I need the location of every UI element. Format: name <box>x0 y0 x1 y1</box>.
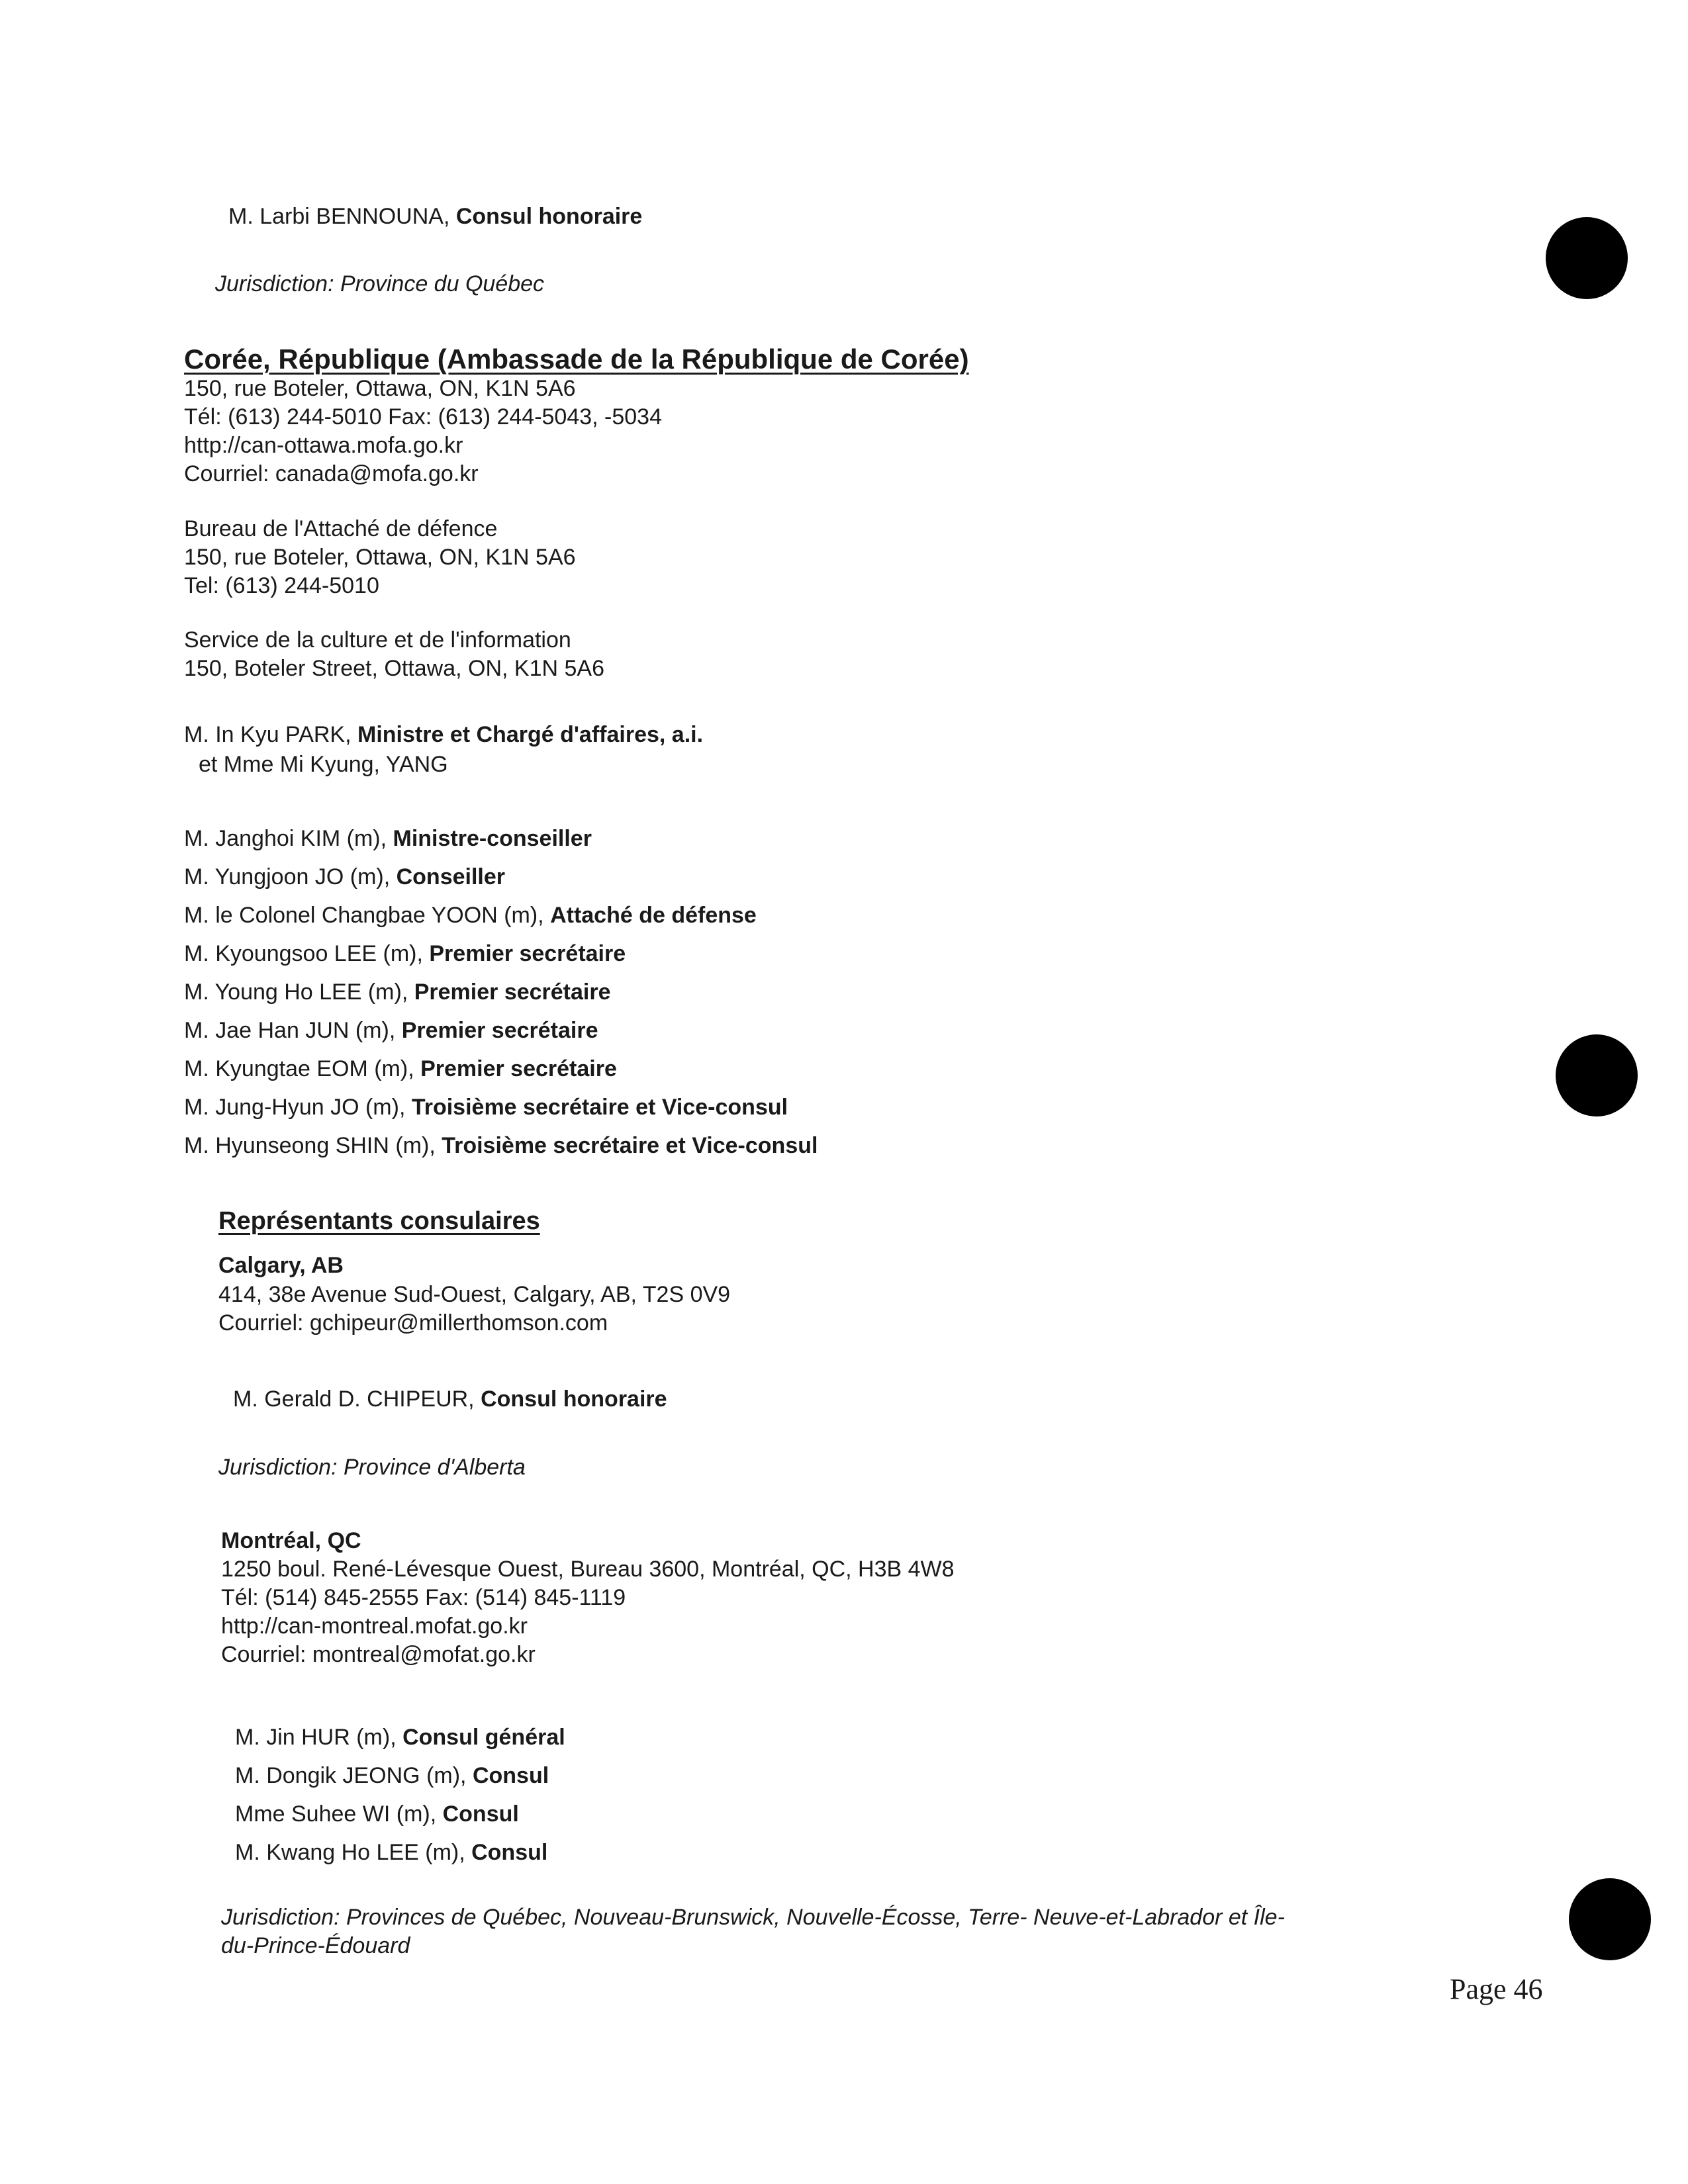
staff-item <box>235 1795 565 1833</box>
staff-name: M. Yungjoon JO (m), <box>184 864 397 889</box>
embassy-staff-list <box>184 819 818 1165</box>
email-line: Courriel: canada@mofa.go.kr <box>184 461 479 486</box>
staff-title: Consul <box>442 1801 519 1827</box>
staff-title: Consul <box>472 1763 549 1788</box>
head-title: Ministre et Chargé d'affaires, a.i. <box>357 722 704 747</box>
address-line: 1250 boul. René-Lévesque Ouest, Bureau 3600, Montréal, QC, H3B 4W8 <box>221 1557 955 1582</box>
office-name: Service de la culture et de l'information <box>184 627 571 653</box>
embassy-address <box>184 375 662 488</box>
staff-item <box>184 858 818 896</box>
montreal-city: Montréal, QC <box>221 1528 361 1553</box>
calgary-jurisdiction: Jurisdiction: Province d'Alberta <box>218 1455 526 1480</box>
staff-item <box>184 1050 818 1088</box>
phone-line: Tél: (613) 244-5010 Fax: (613) 244-5043, -5034 <box>184 404 663 430</box>
punch-hole <box>1546 217 1628 299</box>
staff-item <box>184 1126 818 1165</box>
staff-title: Consul général <box>402 1725 565 1750</box>
head-spouse: et Mme Mi Kyung, YANG <box>199 752 448 777</box>
page-number: Page 46 <box>1450 1973 1543 2005</box>
intro-consul-line <box>228 202 642 231</box>
calgary-address <box>218 1281 730 1338</box>
phone-line: Tél: (514) 845-2555 Fax: (514) 845-1119 <box>221 1585 626 1610</box>
staff-title: Premier secrétaire <box>429 941 626 966</box>
address-line: 150, rue Boteler, Ottawa, ON, K1N 5A6 <box>184 376 576 401</box>
email-line: Courriel: montreal@mofat.go.kr <box>221 1642 536 1667</box>
phone-line: Tel: (613) 244-5010 <box>184 573 379 598</box>
staff-name: M. Kyungtae EOM (m), <box>184 1056 421 1081</box>
culture-service <box>184 626 604 683</box>
staff-title: Conseiller <box>396 864 505 889</box>
intro-jurisdiction: Jurisdiction: Province du Québec <box>215 271 545 296</box>
staff-name: M. Young Ho LEE (m), <box>184 979 414 1005</box>
staff-name: M. Kyoungsoo LEE (m), <box>184 941 430 966</box>
staff-title: Premier secrétaire <box>420 1056 617 1081</box>
montreal-address <box>221 1555 955 1669</box>
staff-item <box>184 1011 818 1050</box>
staff-name: M. le Colonel Changbae YOON (m), <box>184 903 551 928</box>
staff-name: M. Jung-Hyun JO (m), <box>184 1095 412 1120</box>
staff-item <box>235 1833 565 1872</box>
staff-item <box>235 1718 565 1756</box>
staff-item <box>184 896 818 934</box>
consul-title: Consul honoraire <box>455 204 643 229</box>
staff-item <box>184 973 818 1011</box>
staff-name: M. Kwang Ho LEE (m), <box>235 1840 472 1865</box>
staff-name: M. Jin HUR (m), <box>235 1725 403 1750</box>
staff-name: M. Hyunseong SHIN (m), <box>184 1133 442 1158</box>
punch-hole <box>1569 1878 1651 1960</box>
staff-title: Troisième secrétaire et Vice-consul <box>411 1095 788 1120</box>
consular-heading: Représentants consulaires <box>218 1207 540 1235</box>
montreal-staff-list <box>235 1718 565 1872</box>
address-line: 150, Boteler Street, Ottawa, ON, K1N 5A6 <box>184 656 604 681</box>
office-name: Bureau de l'Attaché de défence <box>184 516 498 541</box>
staff-title: Attaché de défense <box>550 903 757 928</box>
staff-title: Premier secrétaire <box>414 979 611 1005</box>
address-line: 414, 38e Avenue Sud-Ouest, Calgary, AB, T2S 0V9 <box>218 1282 731 1307</box>
staff-title: Consul <box>471 1840 548 1865</box>
calgary-city: Calgary, AB <box>218 1253 344 1278</box>
head-of-mission <box>184 720 703 749</box>
staff-item <box>184 934 818 973</box>
staff-name: M. Dongik JEONG (m), <box>235 1763 473 1788</box>
consul-title: Consul honoraire <box>481 1387 667 1412</box>
email-line: Courriel: gchipeur@millerthomson.com <box>218 1310 608 1336</box>
consul-name: M. Larbi BENNOUNA, <box>228 204 456 229</box>
montreal-jurisdiction-line2: du-Prince-Édouard <box>221 1933 410 1958</box>
calgary-consul-line <box>233 1385 667 1414</box>
staff-item <box>184 819 818 858</box>
website-line: http://can-ottawa.mofa.go.kr <box>184 433 463 458</box>
address-line: 150, rue Boteler, Ottawa, ON, K1N 5A6 <box>184 545 576 570</box>
staff-name: Mme Suhee WI (m), <box>235 1801 443 1827</box>
staff-title: Ministre-conseiller <box>393 826 592 851</box>
staff-item <box>235 1756 565 1795</box>
staff-title: Premier secrétaire <box>401 1018 598 1043</box>
staff-item <box>184 1088 818 1126</box>
consul-name: M. Gerald D. CHIPEUR, <box>233 1387 481 1412</box>
punch-hole <box>1556 1034 1638 1116</box>
staff-title: Troisième secrétaire et Vice-consul <box>442 1133 818 1158</box>
montreal-jurisdiction-line1: Jurisdiction: Provinces de Québec, Nouveau-Brunswick, Nouvelle-Écosse, Terre- Neuve-et-Labrador et Île- <box>221 1905 1285 1930</box>
head-name: M. In Kyu PARK, <box>184 722 358 747</box>
staff-name: M. Jae Han JUN (m), <box>184 1018 402 1043</box>
defence-office <box>184 515 576 600</box>
staff-name: M. Janghoi KIM (m), <box>184 826 393 851</box>
website-line: http://can-montreal.mofat.go.kr <box>221 1614 528 1639</box>
korea-heading: Corée, République (Ambassade de la République de Corée) <box>184 343 969 375</box>
